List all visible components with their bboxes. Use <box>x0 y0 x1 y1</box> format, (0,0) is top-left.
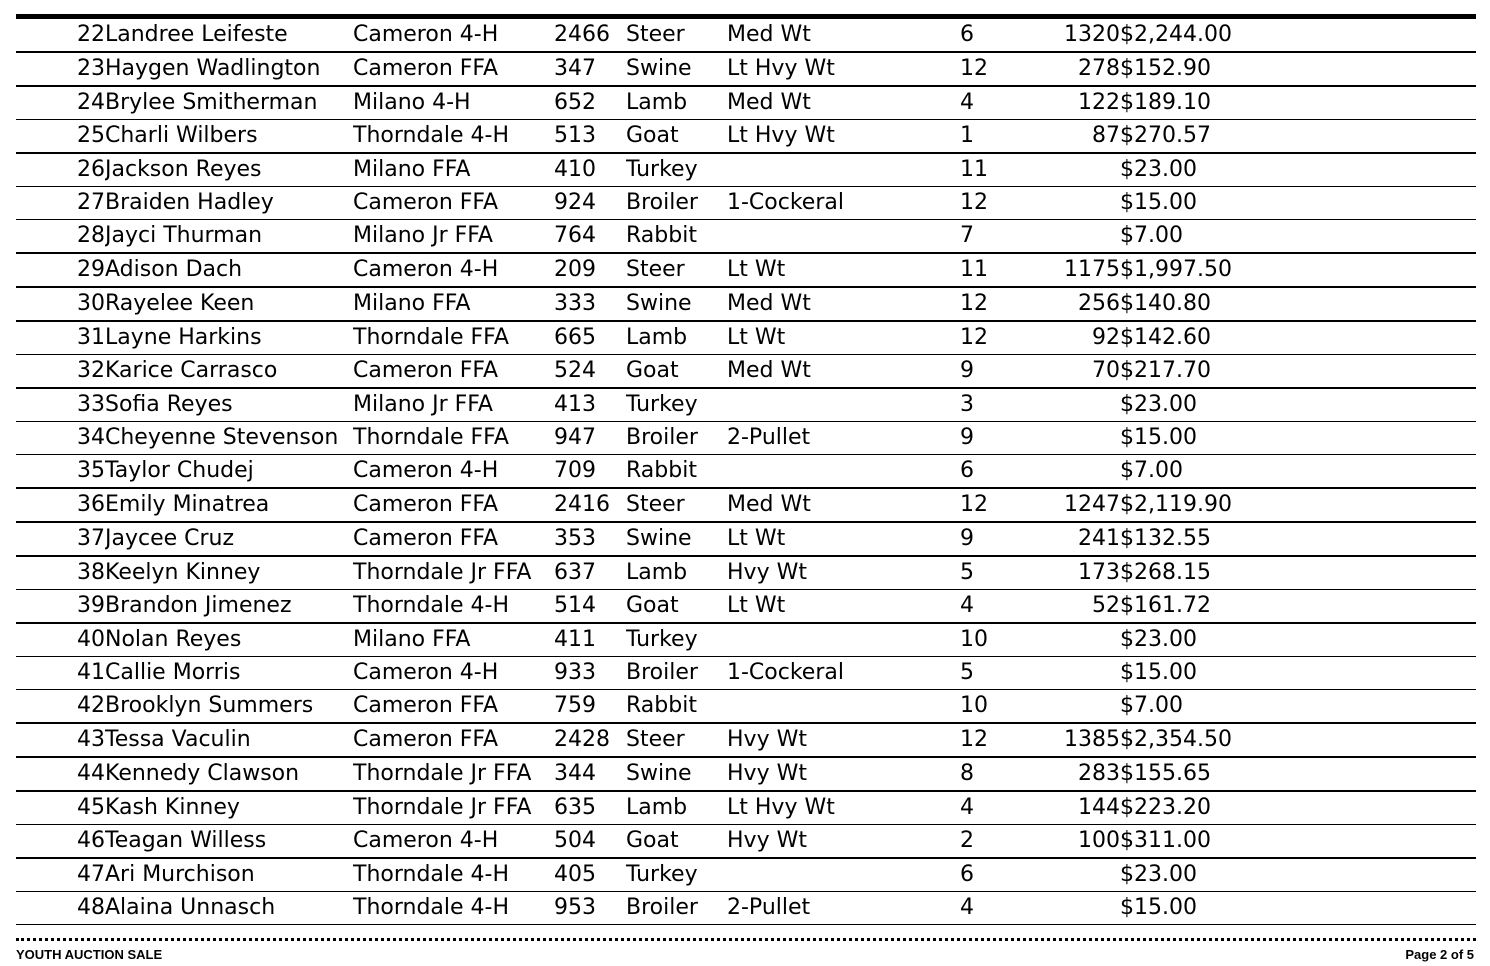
weight-class-cell: Lt Wt <box>727 321 960 355</box>
table-row <box>16 892 1476 925</box>
species-cell: Goat <box>626 825 727 859</box>
tag-number-cell: 947 <box>554 422 626 455</box>
sale-amount-cell: $152.90 <box>1120 52 1476 86</box>
weight-cell: 52 <box>1028 590 1120 624</box>
lot-number-cell: 29 <box>16 253 105 287</box>
club-name-cell: Thorndale FFA <box>353 422 554 455</box>
exhibitor-name-cell: Charli Wilbers <box>105 120 353 154</box>
club-name-cell: Thorndale 4-H <box>353 590 554 624</box>
exhibitor-name-cell: Ari Murchison <box>105 858 353 892</box>
lot-number-cell: 34 <box>16 422 105 455</box>
club-name-cell: Cameron FFA <box>353 52 554 86</box>
lot-number-cell: 30 <box>16 287 105 321</box>
species-cell: Rabbit <box>626 455 727 489</box>
weight-class-cell: 2-Pullet <box>727 422 960 455</box>
placing-cell: 12 <box>960 52 1028 86</box>
weight-cell: 70 <box>1028 355 1120 389</box>
sale-amount-cell: $268.15 <box>1120 556 1476 590</box>
club-name-cell: Thorndale FFA <box>353 321 554 355</box>
placing-cell: 4 <box>960 892 1028 925</box>
tag-number-cell: 2416 <box>554 488 626 522</box>
lot-number-cell: 44 <box>16 757 105 791</box>
weight-class-cell: Med Wt <box>727 19 960 52</box>
sale-amount-cell: $15.00 <box>1120 892 1476 925</box>
placing-cell: 12 <box>960 723 1028 757</box>
weight-cell <box>1028 858 1120 892</box>
tag-number-cell: 410 <box>554 153 626 187</box>
sale-amount-cell: $23.00 <box>1120 623 1476 657</box>
weight-cell: 144 <box>1028 791 1120 825</box>
weight-class-cell: Lt Hvy Wt <box>727 52 960 86</box>
exhibitor-name-cell: Jaycee Cruz <box>105 522 353 556</box>
species-cell: Turkey <box>626 153 727 187</box>
species-cell: Swine <box>626 757 727 791</box>
exhibitor-name-cell: Jackson Reyes <box>105 153 353 187</box>
sale-amount-cell: $311.00 <box>1120 825 1476 859</box>
auction-sale-rows <box>16 19 1476 925</box>
placing-cell: 11 <box>960 253 1028 287</box>
weight-class-cell: Lt Hvy Wt <box>727 791 960 825</box>
species-cell: Lamb <box>626 321 727 355</box>
weight-class-cell: Hvy Wt <box>727 723 960 757</box>
table-row <box>16 321 1476 355</box>
tag-number-cell: 709 <box>554 455 626 489</box>
weight-cell: 92 <box>1028 321 1120 355</box>
table-row <box>16 757 1476 791</box>
table-row <box>16 455 1476 489</box>
weight-class-cell: Lt Wt <box>727 590 960 624</box>
tag-number-cell: 353 <box>554 522 626 556</box>
exhibitor-name-cell: Nolan Reyes <box>105 623 353 657</box>
species-cell: Lamb <box>626 556 727 590</box>
tag-number-cell: 652 <box>554 86 626 120</box>
placing-cell: 10 <box>960 623 1028 657</box>
club-name-cell: Thorndale Jr FFA <box>353 791 554 825</box>
exhibitor-name-cell: Brooklyn Summers <box>105 690 353 724</box>
placing-cell: 4 <box>960 791 1028 825</box>
exhibitor-name-cell: Callie Morris <box>105 657 353 690</box>
placing-cell: 6 <box>960 455 1028 489</box>
lot-number-cell: 35 <box>16 455 105 489</box>
exhibitor-name-cell: Haygen Wadlington <box>105 52 353 86</box>
club-name-cell: Milano 4-H <box>353 86 554 120</box>
species-cell: Steer <box>626 253 727 287</box>
table-row <box>16 253 1476 287</box>
sale-amount-cell: $7.00 <box>1120 220 1476 254</box>
placing-cell: 12 <box>960 287 1028 321</box>
table-row <box>16 187 1476 220</box>
lot-number-cell: 45 <box>16 791 105 825</box>
weight-cell <box>1028 657 1120 690</box>
club-name-cell: Cameron 4-H <box>353 825 554 859</box>
club-name-cell: Milano FFA <box>353 287 554 321</box>
tag-number-cell: 209 <box>554 253 626 287</box>
tag-number-cell: 413 <box>554 388 626 422</box>
club-name-cell: Thorndale 4-H <box>353 858 554 892</box>
species-cell: Broiler <box>626 422 727 455</box>
sale-amount-cell: $7.00 <box>1120 455 1476 489</box>
sale-amount-cell: $270.57 <box>1120 120 1476 154</box>
weight-cell: 278 <box>1028 52 1120 86</box>
weight-class-cell: Med Wt <box>727 355 960 389</box>
table-row <box>16 153 1476 187</box>
footer-page-number: Page 2 of 5 <box>1405 947 1474 962</box>
weight-cell: 87 <box>1028 120 1120 154</box>
table-row <box>16 623 1476 657</box>
lot-number-cell: 24 <box>16 86 105 120</box>
exhibitor-name-cell: Karice Carrasco <box>105 355 353 389</box>
weight-class-cell: Lt Wt <box>727 253 960 287</box>
placing-cell: 2 <box>960 825 1028 859</box>
placing-cell: 3 <box>960 388 1028 422</box>
sale-amount-cell: $1,997.50 <box>1120 253 1476 287</box>
placing-cell: 6 <box>960 858 1028 892</box>
sale-amount-cell: $15.00 <box>1120 187 1476 220</box>
weight-class-cell: Hvy Wt <box>727 556 960 590</box>
weight-class-cell: 1-Cockeral <box>727 187 960 220</box>
weight-class-cell: Lt Wt <box>727 522 960 556</box>
table-row <box>16 723 1476 757</box>
species-cell: Steer <box>626 19 727 52</box>
table-row <box>16 120 1476 154</box>
tag-number-cell: 524 <box>554 355 626 389</box>
exhibitor-name-cell: Tessa Vaculin <box>105 723 353 757</box>
lot-number-cell: 37 <box>16 522 105 556</box>
exhibitor-name-cell: Layne Harkins <box>105 321 353 355</box>
sale-amount-cell: $217.70 <box>1120 355 1476 389</box>
exhibitor-name-cell: Landree Leifeste <box>105 19 353 52</box>
club-name-cell: Cameron 4-H <box>353 253 554 287</box>
tag-number-cell: 953 <box>554 892 626 925</box>
lot-number-cell: 28 <box>16 220 105 254</box>
club-name-cell: Cameron FFA <box>353 187 554 220</box>
tag-number-cell: 2428 <box>554 723 626 757</box>
weight-class-cell <box>727 858 960 892</box>
tag-number-cell: 333 <box>554 287 626 321</box>
lot-number-cell: 43 <box>16 723 105 757</box>
placing-cell: 7 <box>960 220 1028 254</box>
species-cell: Broiler <box>626 657 727 690</box>
table-row <box>16 52 1476 86</box>
weight-cell: 241 <box>1028 522 1120 556</box>
exhibitor-name-cell: Cheyenne Stevenson <box>105 422 353 455</box>
footer-dotted-rule <box>16 938 1476 941</box>
lot-number-cell: 36 <box>16 488 105 522</box>
species-cell: Turkey <box>626 388 727 422</box>
lot-number-cell: 33 <box>16 388 105 422</box>
weight-class-cell <box>727 153 960 187</box>
weight-class-cell <box>727 455 960 489</box>
weight-class-cell: 2-Pullet <box>727 892 960 925</box>
placing-cell: 12 <box>960 321 1028 355</box>
weight-cell <box>1028 153 1120 187</box>
weight-cell: 283 <box>1028 757 1120 791</box>
lot-number-cell: 42 <box>16 690 105 724</box>
species-cell: Rabbit <box>626 220 727 254</box>
placing-cell: 5 <box>960 556 1028 590</box>
weight-cell <box>1028 220 1120 254</box>
species-cell: Lamb <box>626 791 727 825</box>
species-cell: Swine <box>626 522 727 556</box>
club-name-cell: Cameron FFA <box>353 488 554 522</box>
table-row <box>16 522 1476 556</box>
lot-number-cell: 31 <box>16 321 105 355</box>
table-row <box>16 488 1476 522</box>
weight-cell <box>1028 187 1120 220</box>
weight-class-cell: Med Wt <box>727 86 960 120</box>
sale-amount-cell: $15.00 <box>1120 657 1476 690</box>
placing-cell: 10 <box>960 690 1028 724</box>
exhibitor-name-cell: Alaina Unnasch <box>105 892 353 925</box>
weight-class-cell: Lt Hvy Wt <box>727 120 960 154</box>
weight-cell <box>1028 422 1120 455</box>
placing-cell: 6 <box>960 19 1028 52</box>
species-cell: Broiler <box>626 187 727 220</box>
club-name-cell: Cameron 4-H <box>353 455 554 489</box>
lot-number-cell: 27 <box>16 187 105 220</box>
footer-title: YOUTH AUCTION SALE <box>16 947 163 962</box>
placing-cell: 11 <box>960 153 1028 187</box>
exhibitor-name-cell: Keelyn Kinney <box>105 556 353 590</box>
sale-amount-cell: $23.00 <box>1120 858 1476 892</box>
weight-cell: 256 <box>1028 287 1120 321</box>
tag-number-cell: 759 <box>554 690 626 724</box>
placing-cell: 12 <box>960 488 1028 522</box>
species-cell: Goat <box>626 355 727 389</box>
tag-number-cell: 2466 <box>554 19 626 52</box>
species-cell: Swine <box>626 52 727 86</box>
weight-class-cell: Med Wt <box>727 287 960 321</box>
placing-cell: 9 <box>960 422 1028 455</box>
club-name-cell: Milano Jr FFA <box>353 388 554 422</box>
sale-amount-cell: $2,354.50 <box>1120 723 1476 757</box>
tag-number-cell: 665 <box>554 321 626 355</box>
tag-number-cell: 924 <box>554 187 626 220</box>
species-cell: Goat <box>626 120 727 154</box>
exhibitor-name-cell: Kennedy Clawson <box>105 757 353 791</box>
exhibitor-name-cell: Kash Kinney <box>105 791 353 825</box>
club-name-cell: Milano FFA <box>353 153 554 187</box>
club-name-cell: Cameron FFA <box>353 723 554 757</box>
exhibitor-name-cell: Braiden Hadley <box>105 187 353 220</box>
weight-class-cell: Hvy Wt <box>727 825 960 859</box>
tag-number-cell: 513 <box>554 120 626 154</box>
species-cell: Goat <box>626 590 727 624</box>
lot-number-cell: 41 <box>16 657 105 690</box>
sale-amount-cell: $155.65 <box>1120 757 1476 791</box>
weight-class-cell <box>727 623 960 657</box>
club-name-cell: Thorndale 4-H <box>353 120 554 154</box>
species-cell: Broiler <box>626 892 727 925</box>
sale-amount-cell: $142.60 <box>1120 321 1476 355</box>
exhibitor-name-cell: Rayelee Keen <box>105 287 353 321</box>
weight-class-cell: Hvy Wt <box>727 757 960 791</box>
tag-number-cell: 344 <box>554 757 626 791</box>
exhibitor-name-cell: Emily Minatrea <box>105 488 353 522</box>
club-name-cell: Cameron FFA <box>353 522 554 556</box>
exhibitor-name-cell: Brandon Jimenez <box>105 590 353 624</box>
lot-number-cell: 32 <box>16 355 105 389</box>
exhibitor-name-cell: Taylor Chudej <box>105 455 353 489</box>
lot-number-cell: 22 <box>16 19 105 52</box>
weight-cell: 1385 <box>1028 723 1120 757</box>
weight-cell <box>1028 892 1120 925</box>
table-row <box>16 86 1476 120</box>
lot-number-cell: 46 <box>16 825 105 859</box>
tag-number-cell: 635 <box>554 791 626 825</box>
table-row <box>16 287 1476 321</box>
table-row <box>16 422 1476 455</box>
club-name-cell: Thorndale 4-H <box>353 892 554 925</box>
sale-amount-cell: $2,119.90 <box>1120 488 1476 522</box>
table-row <box>16 556 1476 590</box>
club-name-cell: Thorndale Jr FFA <box>353 757 554 791</box>
sale-amount-cell: $23.00 <box>1120 388 1476 422</box>
placing-cell: 4 <box>960 590 1028 624</box>
weight-cell <box>1028 623 1120 657</box>
club-name-cell: Cameron FFA <box>353 690 554 724</box>
weight-cell <box>1028 690 1120 724</box>
table-row <box>16 19 1476 52</box>
auction-sale-table <box>16 19 1476 925</box>
sale-amount-cell: $223.20 <box>1120 791 1476 825</box>
weight-cell: 1247 <box>1028 488 1120 522</box>
species-cell: Turkey <box>626 858 727 892</box>
table-row <box>16 355 1476 389</box>
weight-cell: 173 <box>1028 556 1120 590</box>
club-name-cell: Milano FFA <box>353 623 554 657</box>
exhibitor-name-cell: Jayci Thurman <box>105 220 353 254</box>
tag-number-cell: 764 <box>554 220 626 254</box>
exhibitor-name-cell: Adison Dach <box>105 253 353 287</box>
exhibitor-name-cell: Sofia Reyes <box>105 388 353 422</box>
club-name-cell: Cameron FFA <box>353 355 554 389</box>
table-row <box>16 791 1476 825</box>
sale-amount-cell: $15.00 <box>1120 422 1476 455</box>
placing-cell: 8 <box>960 757 1028 791</box>
tag-number-cell: 347 <box>554 52 626 86</box>
club-name-cell: Milano Jr FFA <box>353 220 554 254</box>
placing-cell: 5 <box>960 657 1028 690</box>
lot-number-cell: 40 <box>16 623 105 657</box>
placing-cell: 4 <box>960 86 1028 120</box>
weight-class-cell: Med Wt <box>727 488 960 522</box>
table-row <box>16 825 1476 859</box>
species-cell: Lamb <box>626 86 727 120</box>
lot-number-cell: 38 <box>16 556 105 590</box>
weight-class-cell: 1-Cockeral <box>727 657 960 690</box>
lot-number-cell: 26 <box>16 153 105 187</box>
tag-number-cell: 411 <box>554 623 626 657</box>
tag-number-cell: 405 <box>554 858 626 892</box>
sale-amount-cell: $140.80 <box>1120 287 1476 321</box>
weight-class-cell <box>727 690 960 724</box>
table-row <box>16 858 1476 892</box>
weight-cell: 1320 <box>1028 19 1120 52</box>
weight-cell <box>1028 388 1120 422</box>
table-row <box>16 657 1476 690</box>
sale-amount-cell: $132.55 <box>1120 522 1476 556</box>
weight-class-cell <box>727 388 960 422</box>
species-cell: Steer <box>626 488 727 522</box>
species-cell: Turkey <box>626 623 727 657</box>
weight-cell: 122 <box>1028 86 1120 120</box>
table-row <box>16 690 1476 724</box>
species-cell: Rabbit <box>626 690 727 724</box>
lot-number-cell: 23 <box>16 52 105 86</box>
sale-amount-cell: $161.72 <box>1120 590 1476 624</box>
weight-cell: 1175 <box>1028 253 1120 287</box>
placing-cell: 9 <box>960 355 1028 389</box>
placing-cell: 1 <box>960 120 1028 154</box>
placing-cell: 9 <box>960 522 1028 556</box>
species-cell: Steer <box>626 723 727 757</box>
table-row <box>16 590 1476 624</box>
lot-number-cell: 25 <box>16 120 105 154</box>
placing-cell: 12 <box>960 187 1028 220</box>
club-name-cell: Thorndale Jr FFA <box>353 556 554 590</box>
club-name-cell: Cameron 4-H <box>353 657 554 690</box>
weight-class-cell <box>727 220 960 254</box>
lot-number-cell: 47 <box>16 858 105 892</box>
sale-amount-cell: $189.10 <box>1120 86 1476 120</box>
exhibitor-name-cell: Teagan Willess <box>105 825 353 859</box>
weight-cell: 100 <box>1028 825 1120 859</box>
species-cell: Swine <box>626 287 727 321</box>
tag-number-cell: 933 <box>554 657 626 690</box>
sale-amount-cell: $2,244.00 <box>1120 19 1476 52</box>
exhibitor-name-cell: Brylee Smitherman <box>105 86 353 120</box>
tag-number-cell: 514 <box>554 590 626 624</box>
table-row <box>16 220 1476 254</box>
lot-number-cell: 48 <box>16 892 105 925</box>
lot-number-cell: 39 <box>16 590 105 624</box>
tag-number-cell: 637 <box>554 556 626 590</box>
sale-amount-cell: $7.00 <box>1120 690 1476 724</box>
weight-cell <box>1028 455 1120 489</box>
sale-amount-cell: $23.00 <box>1120 153 1476 187</box>
table-row <box>16 388 1476 422</box>
tag-number-cell: 504 <box>554 825 626 859</box>
club-name-cell: Cameron 4-H <box>353 19 554 52</box>
